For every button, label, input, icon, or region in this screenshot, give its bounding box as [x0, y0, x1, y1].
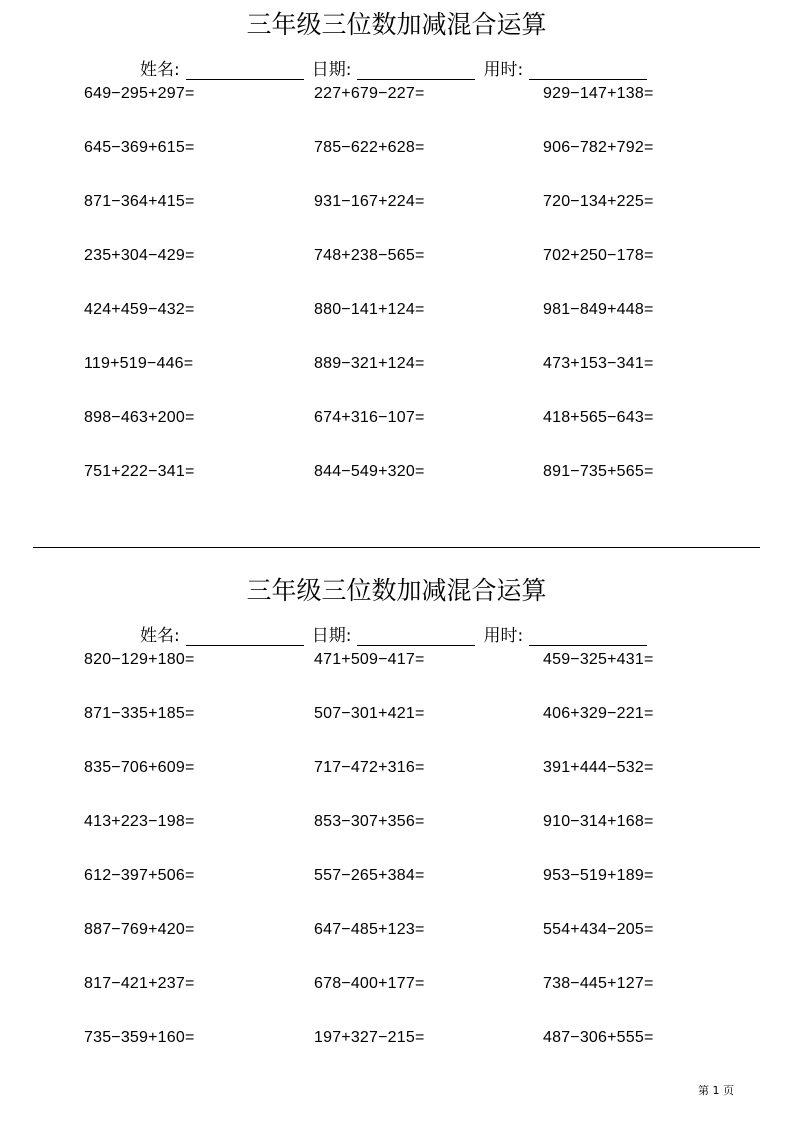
math-problem: 880−141+124=: [314, 301, 425, 318]
worksheet-title: 三年级三位数加减混合运算: [246, 10, 547, 39]
time-blank: [529, 61, 647, 80]
math-problem: 720−134+225=: [543, 193, 654, 210]
math-problem: 557−265+384=: [314, 867, 425, 884]
math-problem: 119+519−446=: [84, 355, 194, 372]
math-problem: 227+679−227=: [314, 85, 425, 102]
math-problem: 910−314+168=: [543, 813, 654, 830]
math-problem: 487−306+555=: [543, 1029, 654, 1046]
math-problem: 717−472+316=: [314, 759, 425, 776]
math-problem: 459−325+431=: [543, 651, 654, 668]
date-blank: [357, 61, 475, 80]
math-problem: 835−706+609=: [84, 759, 195, 776]
name-label: 姓名:: [140, 626, 180, 646]
math-problem: 751+222−341=: [84, 463, 195, 480]
math-problem: 471+509−417=: [314, 651, 425, 668]
math-problem: 197+327−215=: [314, 1029, 425, 1046]
date-field: [312, 55, 476, 80]
math-problem: 391+444−532=: [543, 759, 654, 776]
math-problem: 931−167+224=: [314, 193, 425, 210]
name-blank: [186, 61, 304, 80]
time-label: 用时:: [483, 626, 524, 646]
math-problem: 647−485+123=: [314, 921, 425, 938]
math-problem: 406+329−221=: [543, 705, 654, 722]
time-field: [483, 621, 647, 646]
time-blank: [529, 627, 647, 646]
math-problem: 871−335+185=: [84, 705, 195, 722]
name-field: [140, 55, 304, 80]
math-problem: 871−364+415=: [84, 193, 195, 210]
page-number: 第 1 页: [698, 1084, 734, 1097]
math-problem: 554+434−205=: [543, 921, 654, 938]
math-problem: 424+459−432=: [84, 301, 195, 318]
math-problem: 820−129+180=: [84, 651, 195, 668]
math-problem: 891−735+565=: [543, 463, 654, 480]
math-problem: 413+223−198=: [84, 813, 195, 830]
date-field: [312, 621, 476, 646]
math-problem: 981−849+448=: [543, 301, 654, 318]
math-problem: 507−301+421=: [314, 705, 425, 722]
math-problem: 735−359+160=: [84, 1029, 195, 1046]
math-problem: 702+250−178=: [543, 247, 654, 264]
time-label: 用时:: [483, 60, 524, 80]
math-problem: 235+304−429=: [84, 247, 195, 264]
math-problem: 738−445+127=: [543, 975, 654, 992]
math-problem: 953−519+189=: [543, 867, 654, 884]
math-problem: 645−369+615=: [84, 139, 195, 156]
math-problem: 889−321+124=: [314, 355, 425, 372]
name-field: [140, 621, 304, 646]
math-problem: 898−463+200=: [84, 409, 195, 426]
math-problem: 678−400+177=: [314, 975, 425, 992]
math-problem: 887−769+420=: [84, 921, 195, 938]
date-blank: [357, 627, 475, 646]
math-problem: 853−307+356=: [314, 813, 425, 830]
date-label: 日期:: [311, 60, 352, 80]
math-problem: 817−421+237=: [84, 975, 195, 992]
math-problem: 473+153−341=: [543, 355, 654, 372]
student-info-row: [140, 622, 655, 646]
time-field: [483, 55, 647, 80]
math-problem: 612−397+506=: [84, 867, 195, 884]
date-label: 日期:: [311, 626, 352, 646]
math-problem: 929−147+138=: [543, 85, 654, 102]
student-info-row: [140, 56, 655, 80]
name-blank: [186, 627, 304, 646]
name-label: 姓名:: [140, 60, 180, 80]
math-problem: 748+238−565=: [314, 247, 425, 264]
math-problem: 418+565−643=: [543, 409, 654, 426]
math-problem: 785−622+628=: [314, 139, 425, 156]
math-problem: 674+316−107=: [314, 409, 425, 426]
worksheet-title: 三年级三位数加减混合运算: [246, 576, 547, 605]
math-problem: 844−549+320=: [314, 463, 425, 480]
sheet-divider: [33, 547, 760, 548]
math-problem: 906−782+792=: [543, 139, 654, 156]
math-problem: 649−295+297=: [84, 85, 195, 102]
